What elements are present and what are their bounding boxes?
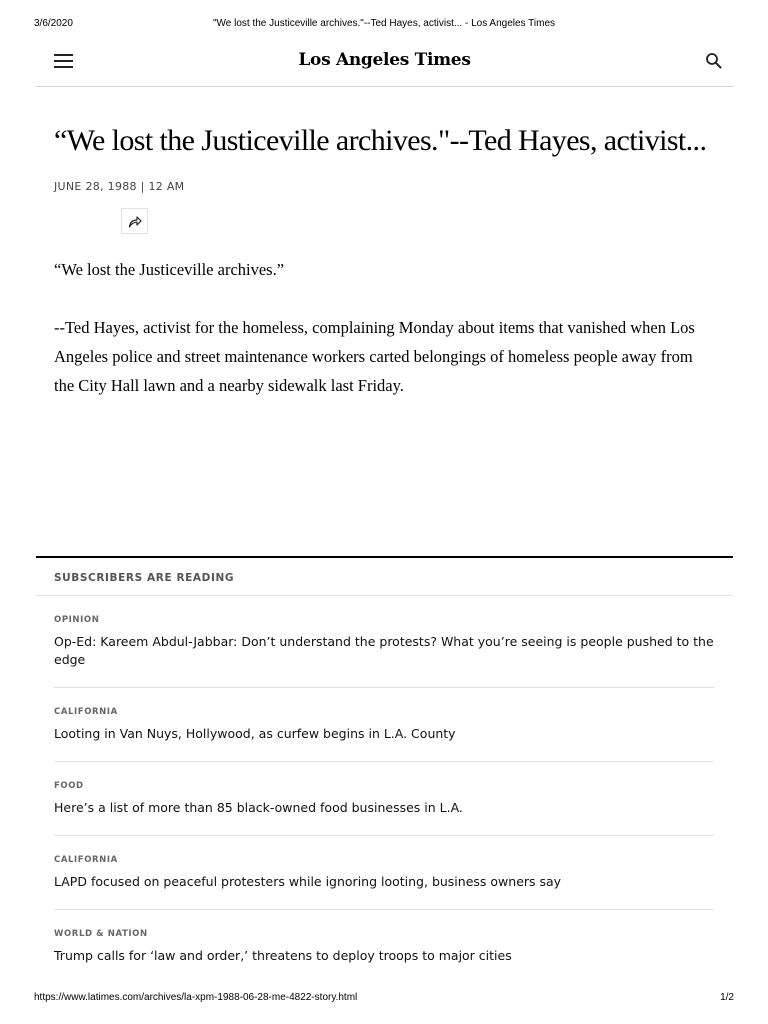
rail-item[interactable] bbox=[54, 596, 714, 688]
site-header bbox=[36, 42, 733, 87]
rail-list bbox=[54, 596, 714, 983]
print-url: https://www.latimes.com/archives/la-xpm-1988-06-28-me-4822-story.html bbox=[34, 992, 358, 1003]
rail-item-title[interactable]: Here’s a list of more than 85 black-owned food businesses in L.A. bbox=[54, 800, 463, 815]
rail-item-title[interactable]: Trump calls for ‘law and order,’ threatens to deploy troops to major cities bbox=[54, 948, 512, 963]
rail-item-kicker[interactable]: WORLD & NATION bbox=[54, 929, 148, 939]
print-header bbox=[34, 18, 734, 32]
search-icon[interactable] bbox=[705, 52, 723, 70]
subscribers-reading-rail bbox=[36, 556, 733, 963]
rail-title: SUBSCRIBERS ARE READING bbox=[54, 572, 235, 584]
rail-item-title[interactable]: Looting in Van Nuys, Hollywood, as curfew begins in L.A. County bbox=[54, 726, 456, 741]
print-date: 3/6/2020 bbox=[34, 18, 73, 29]
share-arrow-icon bbox=[128, 215, 142, 228]
rail-item-title[interactable]: LAPD focused on peaceful protesters while ignoring looting, business owners say bbox=[54, 874, 562, 889]
print-footer bbox=[34, 992, 734, 1006]
rail-item[interactable] bbox=[54, 836, 714, 910]
share-button[interactable] bbox=[121, 208, 148, 234]
article-headline: “We lost the Justiceville archives."--Ted Hayes, activist... bbox=[54, 124, 707, 157]
rail-item[interactable] bbox=[54, 688, 714, 762]
rail-item-title[interactable]: Op-Ed: Kareem Abdul-Jabbar: Don’t understand the protests? What you’re seeing is people pushed to the edge bbox=[54, 634, 714, 667]
rail-item-kicker[interactable]: CALIFORNIA bbox=[54, 707, 118, 717]
rail-item[interactable] bbox=[54, 910, 714, 983]
site-logo[interactable]: Los Angeles Times bbox=[298, 50, 471, 70]
rail-item-kicker[interactable]: OPINION bbox=[54, 615, 100, 625]
print-page-number: 1/2 bbox=[720, 992, 734, 1003]
article-paragraph-quote: “We lost the Justiceville archives.” bbox=[54, 260, 285, 279]
article-paragraph-attribution: --Ted Hayes, activist for the homeless, complaining Monday about items that vanished when Los Angeles police and street maintenance workers carted belongings of homeless people away from the City Hall lawn and a nearby sidewalk last Friday. bbox=[54, 318, 695, 395]
rail-item[interactable] bbox=[54, 762, 714, 836]
rail-item-kicker[interactable]: CALIFORNIA bbox=[54, 855, 118, 865]
rail-item-kicker[interactable]: FOOD bbox=[54, 781, 84, 791]
article-dateline: JUNE 28, 1988 | 12 AM bbox=[54, 180, 185, 193]
print-document-title: "We lost the Justiceville archives."--Ted Hayes, activist... - Los Angeles Times bbox=[212, 18, 556, 29]
